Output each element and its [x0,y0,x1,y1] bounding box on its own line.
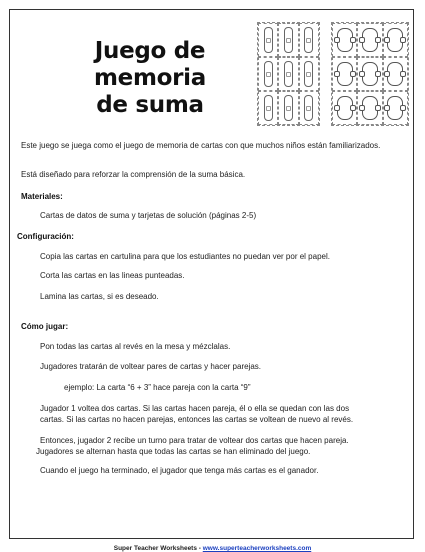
footer-link[interactable]: www.superteacherworksheets.com [202,545,312,552]
card-thumb [278,23,298,57]
card-thumb [299,57,319,91]
card-thumb [357,57,382,91]
como-jugar-step-4b: Jugadores se alternan hasta que todas las cartas se han eliminado del juego. [36,447,311,456]
card-thumb [258,23,278,57]
card-thumb [332,57,357,91]
card-thumb [299,91,319,125]
footer [0,545,425,552]
card-thumb [383,57,408,91]
configuracion-step-2: Corta las cartas en las lineas punteadas. [40,271,185,280]
como-jugar-step-2: Jugadores tratarán de voltear pares de cartas y hacer parejas. [40,362,262,371]
card-thumb [383,91,408,125]
materiales-heading: Materiales: [21,192,63,201]
configuracion-step-3: Lamina las cartas, si es deseado. [40,292,159,301]
como-jugar-step-4a: Entonces, jugador 2 recibe un turno para tratar de voltear dos cartas que hacen pareja. [40,436,349,445]
como-jugar-step-3b: cartas. Si las cartas no hacen parejas, entonces las cartas se voltean de nuevo al revés. [40,415,354,424]
card-preview-backs [331,22,409,126]
card-thumb [278,91,298,125]
como-jugar-step-1: Pon todas las cartas al revés en la mesa y mézclalas. [40,342,231,351]
footer-text: Super Teacher Worksheets - [113,545,203,552]
intro-paragraph-2: Está diseñado para reforzar la comprensión de la suma básica. [21,170,246,179]
card-thumb [357,23,382,57]
como-jugar-heading: Cómo jugar: [21,322,69,331]
card-preview-fronts [257,22,320,126]
card-thumb [258,91,278,125]
card-thumb [332,23,357,57]
card-thumb [332,91,357,125]
como-jugar-step-3a: Jugador 1 voltea dos cartas. Si las cartas hacen pareja, él o ella se quedan con las dos [40,404,350,413]
title-line-1: Juego de memoria [94,38,206,91]
card-thumb [383,23,408,57]
configuracion-step-1: Copia las cartas en cartulina para que los estudiantes no puedan ver por el papel. [40,252,330,261]
materiales-item: Cartas de datos de suma y tarjetas de solución (páginas 2-5) [40,211,257,220]
card-thumb [299,23,319,57]
card-thumb [258,57,278,91]
card-thumb [278,57,298,91]
como-jugar-step-5: Cuando el juego ha terminado, el jugador que tenga más cartas es el ganador. [40,466,319,475]
page-title [40,38,260,119]
como-jugar-example: ejemplo: La carta “6 + 3” hace pareja con la carta “9” [64,383,251,392]
title-line-2: de suma [96,92,204,118]
card-thumb [357,91,382,125]
configuracion-heading: Configuración: [17,232,74,241]
intro-paragraph-1: Este juego se juega como el juego de memoria de cartas con que muchos niños están familiarizados. [21,141,381,150]
